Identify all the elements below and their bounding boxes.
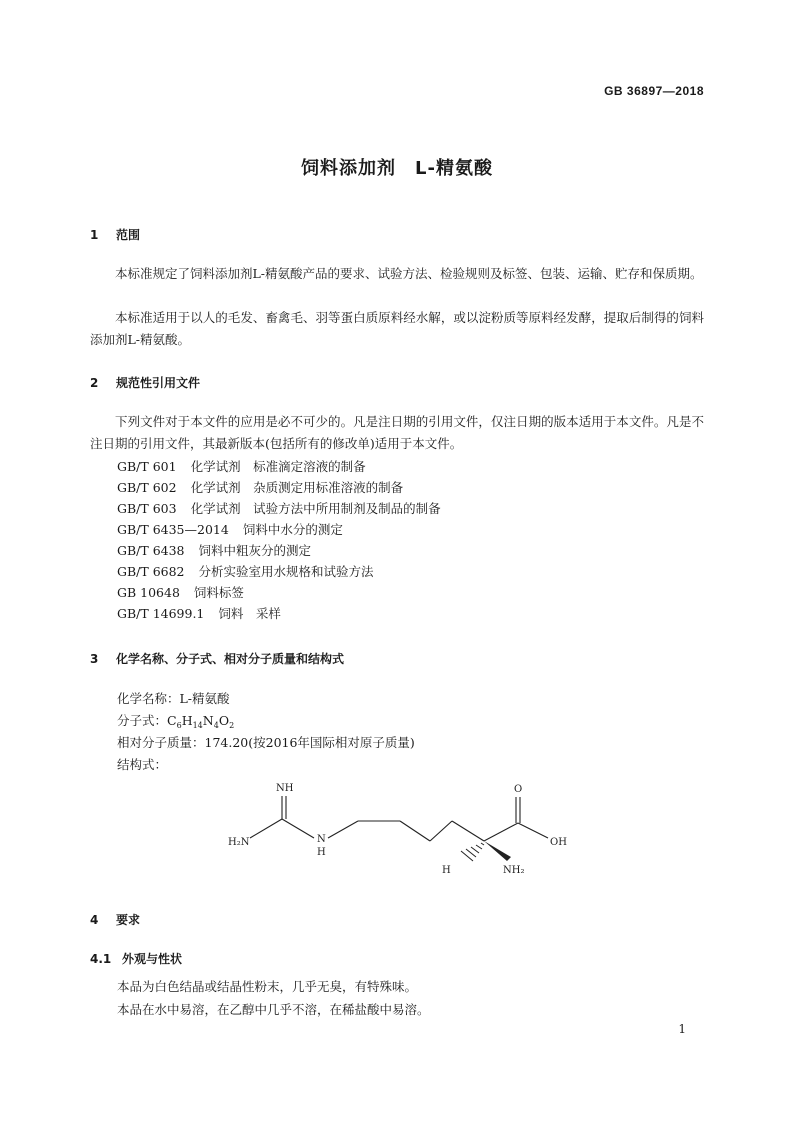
section-number: 4.1 [90,952,112,966]
document-title: 饲料添加剂 L-精氨酸 [301,158,493,179]
reference-code: GB/T 602 [117,480,177,495]
atom-label: NH₂ [503,865,525,876]
standard-number: GB 36897—2018 [604,84,704,98]
section-title: 外观与性状 [122,952,183,966]
section-4-heading [90,911,140,928]
atom-label: OH [550,837,567,848]
atom-label: H [442,865,451,876]
appearance-line-1: 本品为白色结晶或结晶性粉末，几乎无臭，有特殊味。 [117,979,418,994]
hashed-bond [461,843,484,861]
formula-element: H [181,713,193,728]
reference-code: GB 10648 [117,585,180,600]
formula-element: N [202,713,214,728]
bond [484,823,518,841]
bond [518,823,548,838]
reference-title: 分析实验室用水规格和试验方法 [198,564,374,579]
wedge-bond [484,841,511,861]
structural-formula-diagram [220,775,580,885]
reference-title: 化学试剂 标准滴定溶液的制备 [190,459,366,474]
structure-label: 结构式： [117,757,168,772]
reference-item [117,582,244,603]
reference-item [117,519,343,540]
reference-title: 饲料中水分的测定 [242,522,343,537]
reference-title: 化学试剂 杂质测定用标准溶液的制备 [190,480,404,495]
section-number: 3 [90,652,99,666]
reference-item [117,561,374,582]
section-2-heading [90,374,200,391]
atom-label: H [317,847,326,858]
bond [452,821,484,841]
bond [250,819,282,838]
reference-code: GB/T 6438 [117,543,185,558]
chemical-name: 化学名称：L-精氨酸 [117,691,230,706]
reference-title: 饲料 采样 [218,606,281,621]
reference-title: 化学试剂 试验方法中所用制剂及制品的制备 [190,501,441,516]
formula-element: C [167,713,177,728]
formula-element: O [218,713,230,728]
section-title: 要求 [116,913,141,927]
atom-label: O [514,784,523,795]
section-1-paragraph-2: 本标准适用于以人的毛发、畜禽毛、羽等蛋白质原料经水解，或以淀粉质等原料经发酵，提取后制得的饲料添加剂L-精氨酸。 [90,310,704,347]
formula-label: 分子式： [117,713,168,728]
section-1-paragraph-1: 本标准规定了饲料添加剂L-精氨酸产品的要求、试验方法、检验规则及标签、包装、运输、贮存和保质期。 [115,266,703,281]
reference-code: GB/T 601 [117,459,177,474]
atom-label: H₂N [228,837,250,848]
reference-item [117,498,441,519]
bond [430,821,452,841]
section-4-1-heading [90,950,182,967]
reference-item [117,477,403,498]
reference-code: GB/T 14699.1 [117,606,205,621]
section-number: 1 [90,228,99,242]
section-3-heading [90,650,344,667]
atom-label: NH [276,783,294,794]
reference-item [117,603,281,624]
section-title: 范围 [116,228,141,242]
formula-subscript: 6 [176,721,182,730]
bond [282,819,314,838]
appearance-line-2: 本品在水中易溶，在乙醇中几乎不溶，在稀盐酸中易溶。 [117,1002,430,1017]
section-title: 规范性引用文件 [116,376,201,390]
molecular-mass: 相对分子质量：174.20(按2016年国际相对原子质量) [117,735,415,750]
section-title: 化学名称、分子式、相对分子质量和结构式 [116,652,345,666]
section-1-heading [90,226,140,243]
reference-title: 饲料中粗灰分的测定 [198,543,312,558]
reference-item [117,456,366,477]
atom-label: N [317,834,326,845]
reference-title: 饲料标签 [193,585,244,600]
reference-item [117,540,311,561]
reference-code: GB/T 6435—2014 [117,522,229,537]
page-number: 1 [678,1022,686,1036]
formula-subscript: 2 [229,721,235,730]
reference-code: GB/T 6682 [117,564,185,579]
formula-subscript: 14 [192,721,203,730]
section-number: 2 [90,376,99,390]
structure-bonds [250,796,548,861]
reference-code: GB/T 603 [117,501,177,516]
section-2-paragraph: 下列文件对于本文件的应用是必不可少的。凡是注日期的引用文件，仅注日期的版本适用于本文件。凡是不注日期的引用文件，其最新版本(包括所有的修改单)适用于本文件。 [90,414,704,451]
bond [400,821,430,841]
formula-subscript: 4 [213,721,219,730]
section-number: 4 [90,913,99,927]
bond [328,821,358,838]
